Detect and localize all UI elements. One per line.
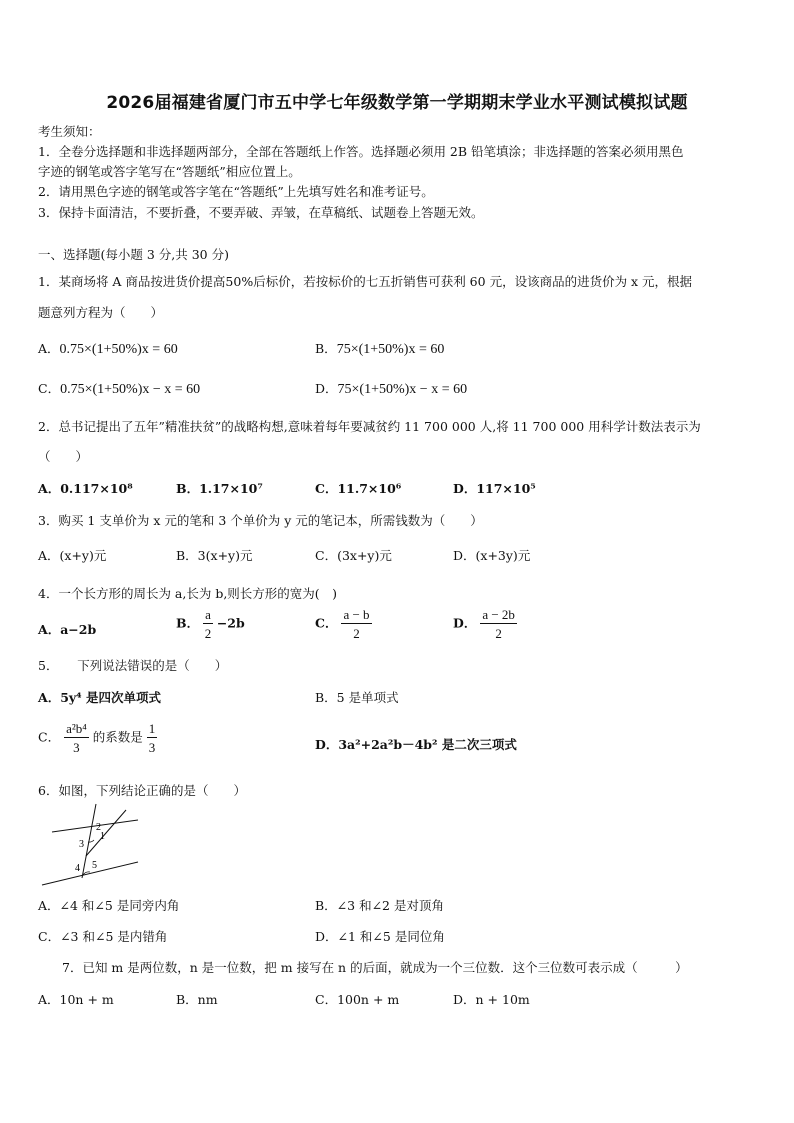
- q3-stem: 3．购买 1 支单价为 x 元的笔和 3 个单价为 y 元的笔记本，所需钱数为（ ）: [38, 513, 483, 528]
- fraction-denominator: 2: [353, 626, 360, 641]
- q4-option-d-label: D．: [453, 615, 477, 631]
- q1-stem: 1．某商场将 A 商品按进货价提高50%后标价，若按标价的七五折销售可获利 60 元，设该商品的进货价为 x 元，根据: [38, 274, 693, 289]
- angle-label-1: 1: [100, 831, 105, 842]
- angle-figure: [38, 800, 148, 890]
- section-heading: 一、选择题(每小题 3 分,共 30 分): [38, 247, 229, 262]
- q6-stem: 6．如图，下列结论正确的是（ ）: [38, 783, 246, 798]
- q2-option-b: B．1.17×10⁷: [176, 481, 263, 496]
- q4-option-c-label: C．: [315, 615, 338, 631]
- notice-item-3: 3．保持卡面清洁，不要折叠，不要弄破、弄皱，在草稿纸、试题卷上答题无效。: [38, 205, 484, 220]
- q1-option-c: [38, 379, 200, 398]
- q1-option-c-expr: 0.75×(1+50%)x − x = 60: [60, 382, 201, 397]
- q1-option-c-label: C．: [38, 381, 61, 396]
- q1-option-d-expr: 75×(1+50%)x − x = 60: [337, 382, 468, 397]
- q4-option-d-fraction: [480, 608, 517, 640]
- q5-option-b: B．5 是单项式: [315, 690, 399, 705]
- q6-option-a: A．∠4 和∠5 是同旁内角: [38, 898, 180, 913]
- angle-label-2: 2: [96, 822, 101, 833]
- fraction-denominator: 2: [495, 626, 502, 641]
- q6-option-d: D．∠1 和∠5 是同位角: [315, 929, 445, 944]
- q1-option-a-expr: 0.75×(1+50%)x = 60: [59, 342, 178, 357]
- q1-option-a: [38, 339, 178, 358]
- q4-option-b: [176, 608, 245, 640]
- q2-stem-cont: （ ）: [38, 449, 89, 464]
- q4-option-d: [453, 608, 517, 640]
- fraction-numerator: a − 2b: [482, 607, 515, 622]
- q1-option-b-label: B．: [315, 341, 337, 356]
- q3-option-b: B．3(x+y)元: [176, 548, 253, 563]
- q4-option-c-fraction: [341, 608, 371, 640]
- q5-stem: 5． 下列说法错误的是（ ）: [38, 658, 228, 673]
- q2-option-d: D．117×10⁵: [453, 481, 536, 496]
- q1-option-a-label: A．: [38, 341, 60, 356]
- q4-option-b-tail: −2b: [216, 615, 245, 631]
- q3-option-d: D．(x+3y)元: [453, 548, 531, 563]
- upper-line: [52, 820, 138, 832]
- q4-stem: 4．一个长方形的周长为 a,长为 b,则长方形的宽为( ): [38, 586, 338, 601]
- fraction-numerator: 1: [148, 721, 156, 736]
- fraction-denominator: 3: [148, 740, 156, 755]
- q7-option-c: C．100n + m: [315, 992, 400, 1007]
- q3-option-a: A．(x+y)元: [38, 548, 107, 563]
- notice-heading: 考生须知：: [38, 124, 101, 139]
- q4-option-a: A．a−2b: [38, 622, 97, 637]
- fraction-numerator: a²b⁴: [66, 721, 87, 736]
- q7-option-a: A．10n + m: [38, 992, 114, 1007]
- q7-option-d: D．n + 10m: [453, 992, 530, 1007]
- angle-label-5: 5: [92, 860, 97, 871]
- q5-option-d: D．3a²+2a²b－4b² 是二次三项式: [315, 737, 517, 752]
- notice-item-1-cont: 字迹的钢笔或答字笔写在“答题纸”相应位置上。: [38, 164, 301, 179]
- q1-option-b-expr: 75×(1+50%)x = 60: [336, 342, 445, 357]
- angle-label-4: 4: [75, 863, 80, 874]
- q1-option-d-label: D．: [315, 381, 338, 396]
- q2-option-a: A．0.117×10⁸: [38, 481, 133, 496]
- notice-item-1: 1．全卷分选择题和非选择题两部分，全部在答题纸上作答。选择题必须用 2B 铅笔填涂；非选择题的答案必须用黑色: [38, 144, 684, 159]
- q1-option-b: [315, 339, 444, 358]
- q7-option-b: B．nm: [176, 992, 218, 1007]
- fraction-denominator: 3: [73, 740, 80, 755]
- q1-option-d: [315, 379, 467, 398]
- angle-label-3: 3: [79, 839, 84, 850]
- q5-option-c-fraction: [64, 722, 89, 754]
- q4-option-b-label: B．: [176, 615, 200, 631]
- q6-option-b: B．∠3 和∠2 是对顶角: [315, 898, 444, 913]
- q5-option-a: A．5y⁴ 是四次单项式: [38, 690, 161, 705]
- fraction-numerator: a: [205, 607, 211, 622]
- q4-option-b-fraction: [203, 608, 213, 640]
- q1-stem-cont: 题意列方程为（ ）: [38, 305, 164, 320]
- q4-option-c: [315, 608, 372, 640]
- fraction-numerator: a − b: [343, 607, 370, 622]
- page-title: 2026届福建省厦门市五中学七年级数学第一学期期末学业水平测试模拟试题: [106, 93, 688, 113]
- q5-option-c-text: 的系数是: [92, 729, 143, 745]
- fraction-denominator: 2: [204, 626, 212, 641]
- transversal-2: [86, 810, 126, 856]
- q5-option-c-fraction-2: [147, 722, 158, 754]
- q3-option-c: C．(3x+y)元: [315, 548, 392, 563]
- q5-option-c-label: C．: [38, 729, 61, 745]
- q5-option-c: [38, 722, 157, 754]
- q2-stem: 2．总书记提出了五年”精准扶贫”的战略构想,意味着每年要减贫约 11 700 000 人,将 11 700 000 用科学计数法表示为: [38, 419, 701, 434]
- notice-item-2: 2．请用黑色字迹的钢笔或答字笔在“答题纸”上先填写姓名和准考证号。: [38, 184, 434, 199]
- q2-option-c: C．11.7×10⁶: [315, 481, 402, 496]
- lower-line: [42, 862, 138, 885]
- q6-option-c: C．∠3 和∠5 是内错角: [38, 929, 168, 944]
- q7-stem: 7．已知 m 是两位数，n 是一位数，把 m 接写在 n 的后面，就成为一个三位数．这个三位数可表示成（ ）: [62, 960, 688, 975]
